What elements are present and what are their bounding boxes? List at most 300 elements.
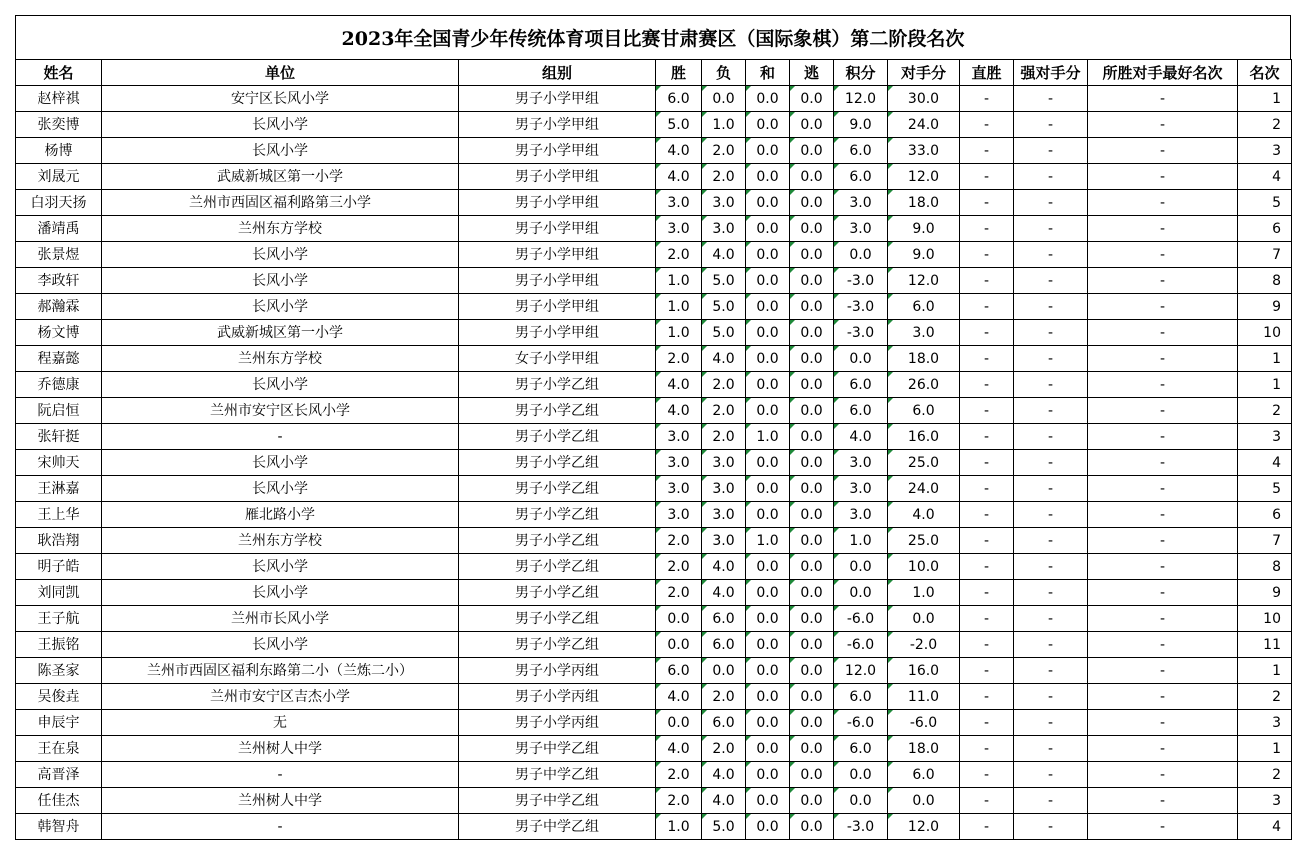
group-cell[interactable]: 男子中学乙组: [459, 788, 656, 814]
score-cell[interactable]: 3.0: [834, 216, 888, 242]
escape-cell[interactable]: 0.0: [790, 398, 834, 424]
score-cell[interactable]: 6.0: [834, 372, 888, 398]
unit-cell[interactable]: 长风小学: [102, 554, 459, 580]
best-beaten-rank-cell[interactable]: -: [1088, 86, 1238, 112]
unit-cell[interactable]: 长风小学: [102, 580, 459, 606]
win-cell[interactable]: 3.0: [656, 190, 702, 216]
opponent-score-cell[interactable]: 9.0: [888, 242, 960, 268]
unit-cell[interactable]: 武威新城区第一小学: [102, 320, 459, 346]
loss-cell[interactable]: 5.0: [702, 814, 746, 840]
draw-cell[interactable]: 0.0: [746, 112, 790, 138]
escape-cell[interactable]: 0.0: [790, 190, 834, 216]
opponent-score-cell[interactable]: -2.0: [888, 632, 960, 658]
score-cell[interactable]: -3.0: [834, 268, 888, 294]
score-cell[interactable]: -6.0: [834, 632, 888, 658]
escape-cell[interactable]: 0.0: [790, 424, 834, 450]
direct-win-cell[interactable]: -: [960, 528, 1014, 554]
unit-cell[interactable]: 兰州市安宁区长风小学: [102, 398, 459, 424]
rank-cell[interactable]: 3: [1238, 138, 1292, 164]
unit-cell[interactable]: 安宁区长风小学: [102, 86, 459, 112]
name-cell[interactable]: 申辰宇: [16, 710, 102, 736]
name-cell[interactable]: 张奕博: [16, 112, 102, 138]
name-cell[interactable]: 阮启恒: [16, 398, 102, 424]
draw-cell[interactable]: 0.0: [746, 684, 790, 710]
loss-cell[interactable]: 6.0: [702, 632, 746, 658]
name-cell[interactable]: 程嘉懿: [16, 346, 102, 372]
opponent-score-cell[interactable]: 30.0: [888, 86, 960, 112]
escape-cell[interactable]: 0.0: [790, 268, 834, 294]
draw-cell[interactable]: 1.0: [746, 424, 790, 450]
opponent-score-cell[interactable]: 18.0: [888, 736, 960, 762]
unit-cell[interactable]: 无: [102, 710, 459, 736]
name-cell[interactable]: 吴俊垚: [16, 684, 102, 710]
win-cell[interactable]: 4.0: [656, 164, 702, 190]
draw-cell[interactable]: 0.0: [746, 736, 790, 762]
column-header[interactable]: 强对手分: [1014, 60, 1088, 86]
loss-cell[interactable]: 5.0: [702, 294, 746, 320]
group-cell[interactable]: 男子小学甲组: [459, 294, 656, 320]
escape-cell[interactable]: 0.0: [790, 632, 834, 658]
best-beaten-rank-cell[interactable]: -: [1088, 164, 1238, 190]
score-cell[interactable]: 6.0: [834, 684, 888, 710]
draw-cell[interactable]: 0.0: [746, 268, 790, 294]
opponent-score-cell[interactable]: 0.0: [888, 606, 960, 632]
best-beaten-rank-cell[interactable]: -: [1088, 190, 1238, 216]
score-cell[interactable]: -3.0: [834, 294, 888, 320]
direct-win-cell[interactable]: -: [960, 190, 1014, 216]
group-cell[interactable]: 男子小学乙组: [459, 502, 656, 528]
escape-cell[interactable]: 0.0: [790, 138, 834, 164]
best-beaten-rank-cell[interactable]: -: [1088, 762, 1238, 788]
name-cell[interactable]: 高晋泽: [16, 762, 102, 788]
opponent-score-cell[interactable]: 3.0: [888, 320, 960, 346]
escape-cell[interactable]: 0.0: [790, 528, 834, 554]
rank-cell[interactable]: 1: [1238, 346, 1292, 372]
unit-cell[interactable]: 武威新城区第一小学: [102, 164, 459, 190]
escape-cell[interactable]: 0.0: [790, 86, 834, 112]
win-cell[interactable]: 4.0: [656, 372, 702, 398]
group-cell[interactable]: 男子小学甲组: [459, 86, 656, 112]
score-cell[interactable]: 0.0: [834, 554, 888, 580]
group-cell[interactable]: 男子小学乙组: [459, 580, 656, 606]
group-cell[interactable]: 男子小学甲组: [459, 216, 656, 242]
rank-cell[interactable]: 3: [1238, 710, 1292, 736]
strong-opponent-cell[interactable]: -: [1014, 476, 1088, 502]
unit-cell[interactable]: 兰州东方学校: [102, 528, 459, 554]
win-cell[interactable]: 2.0: [656, 346, 702, 372]
draw-cell[interactable]: 0.0: [746, 658, 790, 684]
column-header[interactable]: 负: [702, 60, 746, 86]
strong-opponent-cell[interactable]: -: [1014, 86, 1088, 112]
win-cell[interactable]: 2.0: [656, 762, 702, 788]
rank-cell[interactable]: 1: [1238, 658, 1292, 684]
opponent-score-cell[interactable]: 24.0: [888, 476, 960, 502]
column-header[interactable]: 和: [746, 60, 790, 86]
unit-cell[interactable]: -: [102, 424, 459, 450]
group-cell[interactable]: 男子小学甲组: [459, 112, 656, 138]
win-cell[interactable]: 4.0: [656, 736, 702, 762]
escape-cell[interactable]: 0.0: [790, 476, 834, 502]
draw-cell[interactable]: 0.0: [746, 164, 790, 190]
name-cell[interactable]: 陈圣家: [16, 658, 102, 684]
group-cell[interactable]: 男子小学乙组: [459, 372, 656, 398]
escape-cell[interactable]: 0.0: [790, 762, 834, 788]
best-beaten-rank-cell[interactable]: -: [1088, 424, 1238, 450]
win-cell[interactable]: 2.0: [656, 528, 702, 554]
direct-win-cell[interactable]: -: [960, 138, 1014, 164]
best-beaten-rank-cell[interactable]: -: [1088, 398, 1238, 424]
score-cell[interactable]: 0.0: [834, 580, 888, 606]
rank-cell[interactable]: 4: [1238, 814, 1292, 840]
rank-cell[interactable]: 6: [1238, 502, 1292, 528]
group-cell[interactable]: 男子中学乙组: [459, 762, 656, 788]
strong-opponent-cell[interactable]: -: [1014, 346, 1088, 372]
best-beaten-rank-cell[interactable]: -: [1088, 502, 1238, 528]
name-cell[interactable]: 耿浩翔: [16, 528, 102, 554]
strong-opponent-cell[interactable]: -: [1014, 216, 1088, 242]
unit-cell[interactable]: 兰州东方学校: [102, 216, 459, 242]
opponent-score-cell[interactable]: 9.0: [888, 216, 960, 242]
draw-cell[interactable]: 0.0: [746, 190, 790, 216]
loss-cell[interactable]: 4.0: [702, 580, 746, 606]
group-cell[interactable]: 男子小学甲组: [459, 190, 656, 216]
score-cell[interactable]: 6.0: [834, 398, 888, 424]
escape-cell[interactable]: 0.0: [790, 580, 834, 606]
best-beaten-rank-cell[interactable]: -: [1088, 372, 1238, 398]
win-cell[interactable]: 2.0: [656, 554, 702, 580]
name-cell[interactable]: 王子航: [16, 606, 102, 632]
direct-win-cell[interactable]: -: [960, 658, 1014, 684]
direct-win-cell[interactable]: -: [960, 762, 1014, 788]
group-cell[interactable]: 男子小学丙组: [459, 710, 656, 736]
name-cell[interactable]: 李政轩: [16, 268, 102, 294]
rank-cell[interactable]: 2: [1238, 398, 1292, 424]
direct-win-cell[interactable]: -: [960, 86, 1014, 112]
score-cell[interactable]: -3.0: [834, 814, 888, 840]
score-cell[interactable]: 3.0: [834, 190, 888, 216]
best-beaten-rank-cell[interactable]: -: [1088, 320, 1238, 346]
direct-win-cell[interactable]: -: [960, 398, 1014, 424]
group-cell[interactable]: 男子小学乙组: [459, 554, 656, 580]
score-cell[interactable]: 12.0: [834, 86, 888, 112]
strong-opponent-cell[interactable]: -: [1014, 606, 1088, 632]
escape-cell[interactable]: 0.0: [790, 216, 834, 242]
rank-cell[interactable]: 4: [1238, 450, 1292, 476]
strong-opponent-cell[interactable]: -: [1014, 528, 1088, 554]
name-cell[interactable]: 乔德康: [16, 372, 102, 398]
win-cell[interactable]: 3.0: [656, 450, 702, 476]
name-cell[interactable]: 宋帅天: [16, 450, 102, 476]
best-beaten-rank-cell[interactable]: -: [1088, 814, 1238, 840]
group-cell[interactable]: 男子小学甲组: [459, 320, 656, 346]
rank-cell[interactable]: 5: [1238, 190, 1292, 216]
strong-opponent-cell[interactable]: -: [1014, 320, 1088, 346]
strong-opponent-cell[interactable]: -: [1014, 814, 1088, 840]
group-cell[interactable]: 男子小学乙组: [459, 632, 656, 658]
escape-cell[interactable]: 0.0: [790, 346, 834, 372]
draw-cell[interactable]: 0.0: [746, 294, 790, 320]
win-cell[interactable]: 1.0: [656, 320, 702, 346]
strong-opponent-cell[interactable]: -: [1014, 788, 1088, 814]
name-cell[interactable]: 任佳杰: [16, 788, 102, 814]
best-beaten-rank-cell[interactable]: -: [1088, 736, 1238, 762]
rank-cell[interactable]: 9: [1238, 580, 1292, 606]
draw-cell[interactable]: 0.0: [746, 450, 790, 476]
opponent-score-cell[interactable]: 6.0: [888, 398, 960, 424]
rank-cell[interactable]: 9: [1238, 294, 1292, 320]
opponent-score-cell[interactable]: 0.0: [888, 788, 960, 814]
column-header[interactable]: 单位: [102, 60, 459, 86]
win-cell[interactable]: 0.0: [656, 710, 702, 736]
column-header[interactable]: 积分: [834, 60, 888, 86]
win-cell[interactable]: 3.0: [656, 502, 702, 528]
unit-cell[interactable]: 兰州树人中学: [102, 788, 459, 814]
opponent-score-cell[interactable]: 6.0: [888, 762, 960, 788]
win-cell[interactable]: 0.0: [656, 606, 702, 632]
loss-cell[interactable]: 6.0: [702, 710, 746, 736]
rank-cell[interactable]: 2: [1238, 112, 1292, 138]
unit-cell[interactable]: 雁北路小学: [102, 502, 459, 528]
draw-cell[interactable]: 0.0: [746, 606, 790, 632]
opponent-score-cell[interactable]: 6.0: [888, 294, 960, 320]
direct-win-cell[interactable]: -: [960, 320, 1014, 346]
opponent-score-cell[interactable]: 25.0: [888, 528, 960, 554]
column-header[interactable]: 组别: [459, 60, 656, 86]
loss-cell[interactable]: 2.0: [702, 164, 746, 190]
strong-opponent-cell[interactable]: -: [1014, 242, 1088, 268]
name-cell[interactable]: 刘晟元: [16, 164, 102, 190]
loss-cell[interactable]: 0.0: [702, 658, 746, 684]
strong-opponent-cell[interactable]: -: [1014, 268, 1088, 294]
escape-cell[interactable]: 0.0: [790, 450, 834, 476]
score-cell[interactable]: 3.0: [834, 502, 888, 528]
unit-cell[interactable]: 长风小学: [102, 242, 459, 268]
direct-win-cell[interactable]: -: [960, 164, 1014, 190]
opponent-score-cell[interactable]: 12.0: [888, 268, 960, 294]
name-cell[interactable]: 韩智舟: [16, 814, 102, 840]
loss-cell[interactable]: 4.0: [702, 788, 746, 814]
column-header[interactable]: 名次: [1238, 60, 1292, 86]
draw-cell[interactable]: 0.0: [746, 554, 790, 580]
strong-opponent-cell[interactable]: -: [1014, 190, 1088, 216]
strong-opponent-cell[interactable]: -: [1014, 138, 1088, 164]
score-cell[interactable]: -6.0: [834, 606, 888, 632]
loss-cell[interactable]: 3.0: [702, 502, 746, 528]
strong-opponent-cell[interactable]: -: [1014, 684, 1088, 710]
strong-opponent-cell[interactable]: -: [1014, 424, 1088, 450]
loss-cell[interactable]: 5.0: [702, 268, 746, 294]
group-cell[interactable]: 男子小学甲组: [459, 268, 656, 294]
strong-opponent-cell[interactable]: -: [1014, 554, 1088, 580]
rank-cell[interactable]: 2: [1238, 684, 1292, 710]
column-header[interactable]: 逃: [790, 60, 834, 86]
escape-cell[interactable]: 0.0: [790, 294, 834, 320]
unit-cell[interactable]: 长风小学: [102, 138, 459, 164]
score-cell[interactable]: -3.0: [834, 320, 888, 346]
rank-cell[interactable]: 4: [1238, 164, 1292, 190]
strong-opponent-cell[interactable]: -: [1014, 632, 1088, 658]
draw-cell[interactable]: 0.0: [746, 788, 790, 814]
score-cell[interactable]: 3.0: [834, 476, 888, 502]
name-cell[interactable]: 郝瀚霖: [16, 294, 102, 320]
loss-cell[interactable]: 4.0: [702, 554, 746, 580]
draw-cell[interactable]: 0.0: [746, 372, 790, 398]
rank-cell[interactable]: 11: [1238, 632, 1292, 658]
unit-cell[interactable]: 长风小学: [102, 450, 459, 476]
win-cell[interactable]: 3.0: [656, 216, 702, 242]
score-cell[interactable]: 4.0: [834, 424, 888, 450]
direct-win-cell[interactable]: -: [960, 450, 1014, 476]
win-cell[interactable]: 1.0: [656, 268, 702, 294]
strong-opponent-cell[interactable]: -: [1014, 502, 1088, 528]
best-beaten-rank-cell[interactable]: -: [1088, 268, 1238, 294]
strong-opponent-cell[interactable]: -: [1014, 112, 1088, 138]
win-cell[interactable]: 4.0: [656, 398, 702, 424]
loss-cell[interactable]: 3.0: [702, 528, 746, 554]
group-cell[interactable]: 男子小学丙组: [459, 684, 656, 710]
loss-cell[interactable]: 1.0: [702, 112, 746, 138]
opponent-score-cell[interactable]: 26.0: [888, 372, 960, 398]
group-cell[interactable]: 男子小学乙组: [459, 450, 656, 476]
group-cell[interactable]: 男子中学乙组: [459, 814, 656, 840]
score-cell[interactable]: 9.0: [834, 112, 888, 138]
score-cell[interactable]: 0.0: [834, 242, 888, 268]
win-cell[interactable]: 2.0: [656, 788, 702, 814]
score-cell[interactable]: 1.0: [834, 528, 888, 554]
name-cell[interactable]: 王振铭: [16, 632, 102, 658]
opponent-score-cell[interactable]: 12.0: [888, 164, 960, 190]
loss-cell[interactable]: 2.0: [702, 398, 746, 424]
rank-cell[interactable]: 1: [1238, 86, 1292, 112]
escape-cell[interactable]: 0.0: [790, 658, 834, 684]
direct-win-cell[interactable]: -: [960, 476, 1014, 502]
score-cell[interactable]: 6.0: [834, 138, 888, 164]
draw-cell[interactable]: 0.0: [746, 320, 790, 346]
strong-opponent-cell[interactable]: -: [1014, 710, 1088, 736]
direct-win-cell[interactable]: -: [960, 580, 1014, 606]
rank-cell[interactable]: 2: [1238, 762, 1292, 788]
strong-opponent-cell[interactable]: -: [1014, 450, 1088, 476]
unit-cell[interactable]: 长风小学: [102, 372, 459, 398]
win-cell[interactable]: 6.0: [656, 86, 702, 112]
rank-cell[interactable]: 5: [1238, 476, 1292, 502]
rank-cell[interactable]: 6: [1238, 216, 1292, 242]
opponent-score-cell[interactable]: 33.0: [888, 138, 960, 164]
rank-cell[interactable]: 1: [1238, 372, 1292, 398]
group-cell[interactable]: 男子中学乙组: [459, 736, 656, 762]
best-beaten-rank-cell[interactable]: -: [1088, 632, 1238, 658]
direct-win-cell[interactable]: -: [960, 372, 1014, 398]
win-cell[interactable]: 2.0: [656, 242, 702, 268]
win-cell[interactable]: 2.0: [656, 580, 702, 606]
escape-cell[interactable]: 0.0: [790, 554, 834, 580]
strong-opponent-cell[interactable]: -: [1014, 294, 1088, 320]
best-beaten-rank-cell[interactable]: -: [1088, 112, 1238, 138]
best-beaten-rank-cell[interactable]: -: [1088, 788, 1238, 814]
loss-cell[interactable]: 2.0: [702, 372, 746, 398]
draw-cell[interactable]: 0.0: [746, 138, 790, 164]
draw-cell[interactable]: 0.0: [746, 398, 790, 424]
direct-win-cell[interactable]: -: [960, 294, 1014, 320]
group-cell[interactable]: 男子小学甲组: [459, 242, 656, 268]
name-cell[interactable]: 王在泉: [16, 736, 102, 762]
group-cell[interactable]: 男子小学乙组: [459, 606, 656, 632]
direct-win-cell[interactable]: -: [960, 502, 1014, 528]
draw-cell[interactable]: 0.0: [746, 502, 790, 528]
win-cell[interactable]: 4.0: [656, 138, 702, 164]
best-beaten-rank-cell[interactable]: -: [1088, 554, 1238, 580]
unit-cell[interactable]: 兰州市安宁区吉杰小学: [102, 684, 459, 710]
win-cell[interactable]: 1.0: [656, 814, 702, 840]
name-cell[interactable]: 杨博: [16, 138, 102, 164]
strong-opponent-cell[interactable]: -: [1014, 736, 1088, 762]
strong-opponent-cell[interactable]: -: [1014, 580, 1088, 606]
unit-cell[interactable]: 兰州市西固区福利东路第二小（兰炼二小）: [102, 658, 459, 684]
strong-opponent-cell[interactable]: -: [1014, 372, 1088, 398]
loss-cell[interactable]: 4.0: [702, 346, 746, 372]
loss-cell[interactable]: 4.0: [702, 242, 746, 268]
name-cell[interactable]: 赵梓祺: [16, 86, 102, 112]
direct-win-cell[interactable]: -: [960, 814, 1014, 840]
score-cell[interactable]: 0.0: [834, 346, 888, 372]
group-cell[interactable]: 男子小学乙组: [459, 476, 656, 502]
opponent-score-cell[interactable]: 25.0: [888, 450, 960, 476]
unit-cell[interactable]: 长风小学: [102, 632, 459, 658]
column-header[interactable]: 对手分: [888, 60, 960, 86]
escape-cell[interactable]: 0.0: [790, 320, 834, 346]
rank-cell[interactable]: 1: [1238, 736, 1292, 762]
escape-cell[interactable]: 0.0: [790, 372, 834, 398]
direct-win-cell[interactable]: -: [960, 632, 1014, 658]
loss-cell[interactable]: 3.0: [702, 476, 746, 502]
rank-cell[interactable]: 3: [1238, 788, 1292, 814]
name-cell[interactable]: 张景煜: [16, 242, 102, 268]
draw-cell[interactable]: 0.0: [746, 242, 790, 268]
win-cell[interactable]: 6.0: [656, 658, 702, 684]
escape-cell[interactable]: 0.0: [790, 736, 834, 762]
draw-cell[interactable]: 0.0: [746, 346, 790, 372]
opponent-score-cell[interactable]: 24.0: [888, 112, 960, 138]
direct-win-cell[interactable]: -: [960, 346, 1014, 372]
draw-cell[interactable]: 0.0: [746, 632, 790, 658]
draw-cell[interactable]: 0.0: [746, 762, 790, 788]
best-beaten-rank-cell[interactable]: -: [1088, 242, 1238, 268]
column-header[interactable]: 所胜对手最好名次: [1088, 60, 1238, 86]
opponent-score-cell[interactable]: 18.0: [888, 190, 960, 216]
unit-cell[interactable]: 长风小学: [102, 476, 459, 502]
draw-cell[interactable]: 0.0: [746, 814, 790, 840]
opponent-score-cell[interactable]: -6.0: [888, 710, 960, 736]
group-cell[interactable]: 男子小学丙组: [459, 658, 656, 684]
loss-cell[interactable]: 2.0: [702, 424, 746, 450]
rank-cell[interactable]: 8: [1238, 268, 1292, 294]
loss-cell[interactable]: 0.0: [702, 86, 746, 112]
direct-win-cell[interactable]: -: [960, 216, 1014, 242]
draw-cell[interactable]: 0.0: [746, 476, 790, 502]
escape-cell[interactable]: 0.0: [790, 814, 834, 840]
opponent-score-cell[interactable]: 12.0: [888, 814, 960, 840]
opponent-score-cell[interactable]: 1.0: [888, 580, 960, 606]
loss-cell[interactable]: 3.0: [702, 216, 746, 242]
loss-cell[interactable]: 3.0: [702, 190, 746, 216]
win-cell[interactable]: 5.0: [656, 112, 702, 138]
group-cell[interactable]: 男子小学乙组: [459, 424, 656, 450]
score-cell[interactable]: -6.0: [834, 710, 888, 736]
escape-cell[interactable]: 0.0: [790, 606, 834, 632]
unit-cell[interactable]: 兰州市长风小学: [102, 606, 459, 632]
best-beaten-rank-cell[interactable]: -: [1088, 658, 1238, 684]
rank-cell[interactable]: 8: [1238, 554, 1292, 580]
